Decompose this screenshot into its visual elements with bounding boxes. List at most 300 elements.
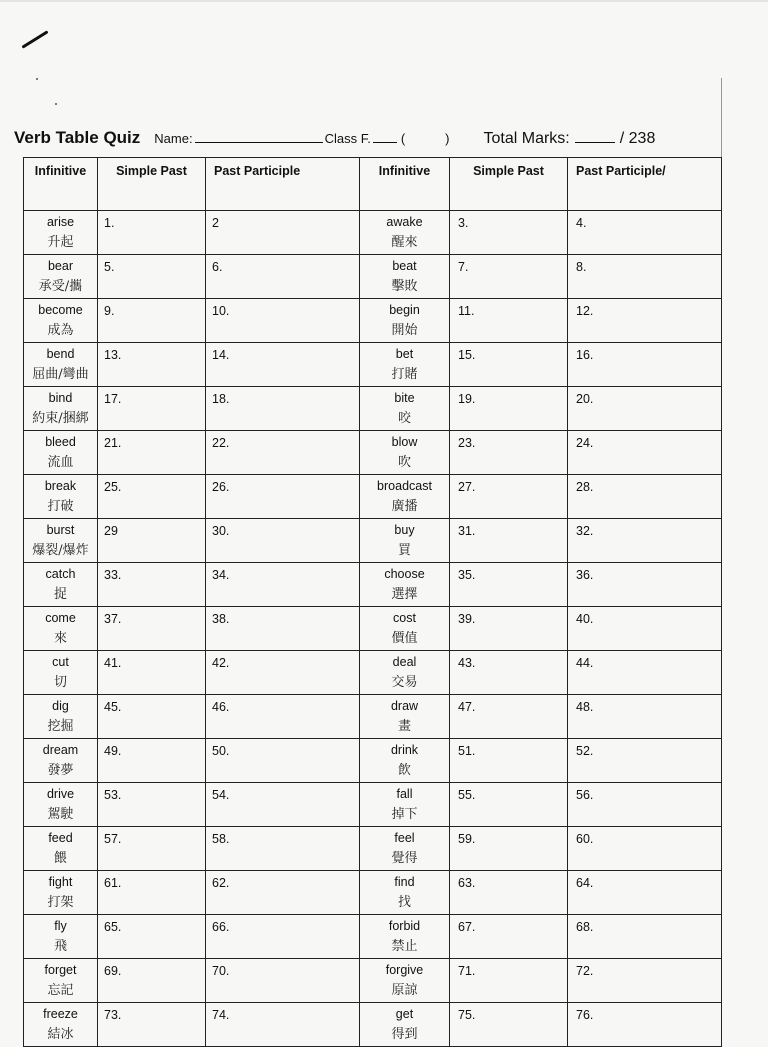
question-number: 38. <box>212 612 230 626</box>
question-number: 59. <box>458 832 476 846</box>
simple-past-answer-cell[interactable] <box>98 695 206 739</box>
simple-past-answer-cell[interactable] <box>98 343 206 387</box>
name-label: Name: <box>154 131 193 146</box>
infinitive-cell <box>24 211 98 255</box>
simple-past-answer-cell[interactable] <box>98 211 206 255</box>
col-header-simple-past: Simple Past <box>98 158 206 211</box>
question-number: 27. <box>458 480 476 494</box>
simple-past-answer-cell[interactable] <box>450 651 568 695</box>
infinitive-cell <box>24 343 98 387</box>
verb-table <box>23 157 722 1047</box>
scan-speck <box>36 78 38 80</box>
question-number: 35. <box>458 568 476 582</box>
question-number: 69. <box>104 964 122 978</box>
infinitive-word: draw <box>390 699 419 713</box>
question-number: 30. <box>212 524 230 538</box>
question-number: 54. <box>212 788 230 802</box>
infinitive-word: cut <box>52 655 69 669</box>
past-participle-answer-cell[interactable] <box>206 255 360 299</box>
simple-past-answer-cell[interactable] <box>450 563 568 607</box>
col-header-past-participle: Past Participle/ <box>568 158 722 211</box>
simple-past-answer-cell[interactable] <box>450 783 568 827</box>
handwritten-translation: 買 <box>397 543 411 558</box>
infinitive-cell <box>24 651 98 695</box>
infinitive-cell <box>360 299 450 343</box>
infinitive-cell <box>360 783 450 827</box>
table-row <box>24 255 722 299</box>
past-participle-answer-cell[interactable] <box>206 387 360 431</box>
past-participle-answer-cell[interactable] <box>568 431 722 475</box>
simple-past-answer-cell[interactable] <box>450 739 568 783</box>
question-number: 26. <box>212 480 230 494</box>
question-number: 68. <box>576 920 594 934</box>
total-marks-label: Total Marks: <box>483 130 570 147</box>
simple-past-answer-cell[interactable] <box>98 607 206 651</box>
handwritten-translation: 承受/攜 <box>38 279 83 294</box>
paren-open: ( <box>400 131 406 146</box>
past-participle-answer-cell[interactable] <box>568 739 722 783</box>
question-number: 58. <box>212 832 230 846</box>
infinitive-word: catch <box>45 567 76 581</box>
question-number: 56. <box>576 788 594 802</box>
past-participle-answer-cell[interactable] <box>206 299 360 343</box>
infinitive-word: bend <box>46 347 75 361</box>
question-number: 15. <box>458 348 476 362</box>
paren-close: ) <box>445 131 450 146</box>
past-participle-answer-cell[interactable] <box>568 827 722 871</box>
question-number: 40. <box>576 612 594 626</box>
question-number: 60. <box>576 832 594 846</box>
infinitive-word: burst <box>46 523 75 537</box>
question-number: 28. <box>576 480 594 494</box>
simple-past-answer-cell[interactable] <box>450 475 568 519</box>
col-header-infinitive: Infinitive <box>24 158 98 211</box>
handwritten-translation: 開始 <box>391 323 418 338</box>
handwritten-translation: 成為 <box>47 323 74 338</box>
infinitive-cell <box>24 783 98 827</box>
question-number: 36. <box>576 568 594 582</box>
question-number: 63. <box>458 876 476 890</box>
question-number: 34. <box>212 568 230 582</box>
question-number: 33. <box>104 568 122 582</box>
simple-past-answer-cell[interactable] <box>98 827 206 871</box>
handwritten-translation: 擊敗 <box>391 279 418 294</box>
infinitive-cell <box>360 739 450 783</box>
infinitive-word: find <box>394 875 415 889</box>
handwritten-translation: 原諒 <box>391 983 418 998</box>
infinitive-word: drive <box>46 787 75 801</box>
simple-past-answer-cell[interactable] <box>98 519 206 563</box>
simple-past-answer-cell[interactable] <box>98 651 206 695</box>
past-participle-answer-cell[interactable] <box>568 299 722 343</box>
question-number: 8. <box>576 260 587 274</box>
simple-past-answer-cell[interactable] <box>450 607 568 651</box>
infinitive-word: broadcast <box>377 479 432 493</box>
question-number: 62. <box>212 876 230 890</box>
handwritten-translation: 打架 <box>47 895 74 910</box>
page-top-edge <box>0 0 768 2</box>
past-participle-answer-cell[interactable] <box>568 607 722 651</box>
question-number: 45. <box>104 700 122 714</box>
infinitive-word: bite <box>394 391 415 405</box>
infinitive-cell <box>360 387 450 431</box>
table-header-row <box>24 158 722 211</box>
handwritten-translation: 駕駛 <box>47 807 74 822</box>
infinitive-cell <box>24 475 98 519</box>
question-number: 24. <box>576 436 594 450</box>
infinitive-cell <box>24 607 98 651</box>
question-number: 5. <box>104 260 115 274</box>
handwritten-translation: 得到 <box>391 1027 418 1042</box>
class-field[interactable] <box>373 130 397 143</box>
infinitive-cell <box>24 563 98 607</box>
past-participle-answer-cell[interactable] <box>568 871 722 915</box>
infinitive-word: freeze <box>43 1007 78 1021</box>
infinitive-cell <box>360 651 450 695</box>
past-participle-answer-cell[interactable] <box>568 783 722 827</box>
infinitive-word: forget <box>44 963 77 977</box>
question-number: 41. <box>104 656 122 670</box>
past-participle-answer-cell[interactable] <box>206 343 360 387</box>
infinitive-word: forbid <box>388 919 421 933</box>
handwritten-translation: 打破 <box>47 499 74 514</box>
handwritten-translation: 咬 <box>397 411 411 426</box>
infinitive-cell <box>24 959 98 1003</box>
question-number: 14. <box>212 348 230 362</box>
past-participle-answer-cell[interactable] <box>206 739 360 783</box>
past-participle-answer-cell[interactable] <box>568 651 722 695</box>
past-participle-answer-cell[interactable] <box>206 519 360 563</box>
verb-table-body <box>24 211 722 1047</box>
infinitive-cell <box>24 695 98 739</box>
handwritten-translation: 餵 <box>53 851 67 866</box>
infinitive-cell <box>24 1003 98 1047</box>
infinitive-cell <box>24 255 98 299</box>
past-participle-answer-cell[interactable] <box>568 915 722 959</box>
past-participle-answer-cell[interactable] <box>206 871 360 915</box>
table-row <box>24 783 722 827</box>
infinitive-word: fight <box>48 875 73 889</box>
question-number: 44. <box>576 656 594 670</box>
question-number: 19. <box>458 392 476 406</box>
infinitive-word: awake <box>386 215 423 229</box>
handwritten-translation: 飛 <box>53 939 67 954</box>
col-header-past-participle: Past Participle <box>206 158 360 211</box>
simple-past-answer-cell[interactable] <box>98 475 206 519</box>
question-number: 64. <box>576 876 594 890</box>
past-participle-answer-cell[interactable] <box>206 959 360 1003</box>
question-number: 47. <box>458 700 476 714</box>
handwritten-translation: 忘記 <box>47 983 74 998</box>
past-participle-answer-cell[interactable] <box>568 563 722 607</box>
handwritten-translation: 選擇 <box>391 587 418 602</box>
infinitive-word: dig <box>52 699 69 713</box>
infinitive-cell <box>360 519 450 563</box>
simple-past-answer-cell[interactable] <box>98 739 206 783</box>
infinitive-cell <box>24 299 98 343</box>
class-number-field[interactable] <box>407 131 441 143</box>
question-number: 53. <box>104 788 122 802</box>
question-number: 3. <box>458 216 469 230</box>
simple-past-answer-cell[interactable] <box>98 1003 206 1047</box>
question-number: 4. <box>576 216 587 230</box>
handwritten-translation: 吹 <box>397 455 411 470</box>
table-row <box>24 211 722 255</box>
table-row <box>24 651 722 695</box>
infinitive-word: beat <box>392 259 417 273</box>
past-participle-answer-cell[interactable] <box>206 827 360 871</box>
table-row <box>24 343 722 387</box>
simple-past-answer-cell[interactable] <box>98 431 206 475</box>
simple-past-answer-cell[interactable] <box>450 827 568 871</box>
question-number: 7. <box>458 260 469 274</box>
question-number: 21. <box>104 436 122 450</box>
question-number: 18. <box>212 392 230 406</box>
simple-past-answer-cell[interactable] <box>450 695 568 739</box>
infinitive-word: deal <box>392 655 417 669</box>
infinitive-word: blow <box>391 435 418 449</box>
question-number: 57. <box>104 832 122 846</box>
col-header-infinitive: Infinitive <box>360 158 450 211</box>
total-marks-value: / 238 <box>619 130 656 147</box>
infinitive-cell <box>24 915 98 959</box>
col-header-simple-past: Simple Past <box>450 158 568 211</box>
infinitive-cell <box>360 827 450 871</box>
past-participle-answer-cell[interactable] <box>568 695 722 739</box>
handwritten-translation: 屈曲/彎曲 <box>32 367 89 382</box>
simple-past-answer-cell[interactable] <box>450 255 568 299</box>
question-number: 67. <box>458 920 476 934</box>
infinitive-cell <box>24 519 98 563</box>
simple-past-answer-cell[interactable] <box>98 387 206 431</box>
table-row <box>24 739 722 783</box>
table-row <box>24 915 722 959</box>
question-number: 9. <box>104 304 115 318</box>
infinitive-word: bear <box>47 259 74 273</box>
past-participle-answer-cell[interactable] <box>206 431 360 475</box>
question-number: 74. <box>212 1008 230 1022</box>
question-number: 23. <box>458 436 476 450</box>
infinitive-cell <box>360 563 450 607</box>
infinitive-cell <box>24 827 98 871</box>
past-participle-answer-cell[interactable] <box>206 783 360 827</box>
handwritten-translation: 醒來 <box>391 235 418 250</box>
name-field[interactable] <box>195 130 323 143</box>
past-participle-answer-cell[interactable] <box>568 519 722 563</box>
infinitive-cell <box>360 475 450 519</box>
handwritten-translation: 價值 <box>391 631 418 646</box>
question-number: 72. <box>576 964 594 978</box>
infinitive-word: buy <box>394 523 415 537</box>
past-participle-answer-cell[interactable] <box>206 695 360 739</box>
infinitive-word: get <box>395 1007 414 1021</box>
infinitive-cell <box>24 871 98 915</box>
past-participle-answer-cell[interactable] <box>568 211 722 255</box>
table-row <box>24 431 722 475</box>
handwritten-translation: 廣播 <box>391 499 418 514</box>
infinitive-word: come <box>45 611 76 625</box>
infinitive-cell <box>360 343 450 387</box>
infinitive-word: choose <box>384 567 425 581</box>
total-marks-field[interactable] <box>575 130 615 143</box>
infinitive-word: become <box>38 303 83 317</box>
question-number: 48. <box>576 700 594 714</box>
simple-past-answer-cell[interactable] <box>98 255 206 299</box>
infinitive-word: break <box>44 479 77 493</box>
infinitive-cell <box>360 211 450 255</box>
question-number: 12. <box>576 304 594 318</box>
question-number: 51. <box>458 744 476 758</box>
past-participle-answer-cell[interactable] <box>568 475 722 519</box>
past-participle-answer-cell[interactable] <box>206 563 360 607</box>
handwritten-translation: 覺得 <box>391 851 418 866</box>
question-number: 61. <box>104 876 122 890</box>
table-row <box>24 387 722 431</box>
question-number: 52. <box>576 744 594 758</box>
infinitive-cell <box>360 915 450 959</box>
table-row <box>24 519 722 563</box>
question-number: 73. <box>104 1008 122 1022</box>
infinitive-word: fly <box>54 919 67 933</box>
simple-past-answer-cell[interactable] <box>450 871 568 915</box>
simple-past-answer-cell[interactable] <box>98 783 206 827</box>
simple-past-answer-cell[interactable] <box>98 871 206 915</box>
class-label: Class F. <box>324 131 371 146</box>
question-number: 10. <box>212 304 230 318</box>
past-participle-answer-cell[interactable] <box>206 651 360 695</box>
question-number: 32. <box>576 524 594 538</box>
question-number: 2 <box>212 216 219 230</box>
infinitive-cell <box>360 255 450 299</box>
infinitive-word: feed <box>48 831 73 845</box>
infinitive-word: fall <box>396 787 413 801</box>
past-participle-answer-cell[interactable] <box>206 1003 360 1047</box>
question-number: 71. <box>458 964 476 978</box>
past-participle-answer-cell[interactable] <box>206 475 360 519</box>
infinitive-word: arise <box>46 215 75 229</box>
simple-past-answer-cell[interactable] <box>98 299 206 343</box>
handwritten-translation: 捉 <box>53 587 67 602</box>
infinitive-cell <box>360 1003 450 1047</box>
past-participle-answer-cell[interactable] <box>568 255 722 299</box>
question-number: 6. <box>212 260 223 274</box>
handwritten-translation: 找 <box>397 895 411 910</box>
question-number: 66. <box>212 920 230 934</box>
table-row <box>24 299 722 343</box>
handwritten-translation: 約束/捆綁 <box>32 411 89 426</box>
table-row <box>24 1003 722 1047</box>
past-participle-answer-cell[interactable] <box>568 343 722 387</box>
question-number: 55. <box>458 788 476 802</box>
table-row <box>24 607 722 651</box>
past-participle-answer-cell[interactable] <box>206 607 360 651</box>
handwritten-translation: 爆裂/爆炸 <box>32 543 89 558</box>
infinitive-word: begin <box>389 303 420 317</box>
past-participle-answer-cell[interactable] <box>206 915 360 959</box>
infinitive-word: cost <box>393 611 416 625</box>
past-participle-answer-cell[interactable] <box>568 387 722 431</box>
question-number: 31. <box>458 524 476 538</box>
simple-past-answer-cell[interactable] <box>450 519 568 563</box>
question-number: 50. <box>212 744 230 758</box>
handwritten-translation: 交易 <box>391 675 418 690</box>
question-number: 65. <box>104 920 122 934</box>
table-row <box>24 475 722 519</box>
handwritten-translation: 畫 <box>397 719 411 734</box>
infinitive-word: bleed <box>45 435 76 449</box>
infinitive-cell <box>24 431 98 475</box>
handwritten-translation: 流血 <box>47 455 74 470</box>
past-participle-answer-cell[interactable] <box>568 959 722 1003</box>
infinitive-word: forgive <box>385 963 424 977</box>
past-participle-answer-cell[interactable] <box>206 211 360 255</box>
infinitive-cell <box>360 695 450 739</box>
question-number: 46. <box>212 700 230 714</box>
infinitive-word: drink <box>390 743 419 757</box>
simple-past-answer-cell[interactable] <box>450 959 568 1003</box>
quiz-header <box>14 128 754 154</box>
simple-past-answer-cell[interactable] <box>450 1003 568 1047</box>
scan-speck <box>55 103 57 105</box>
question-number: 22. <box>212 436 230 450</box>
handwritten-translation: 飲 <box>397 763 411 778</box>
handwritten-translation: 發夢 <box>47 763 74 778</box>
infinitive-word: dream <box>42 743 79 757</box>
simple-past-answer-cell[interactable] <box>450 343 568 387</box>
handwritten-translation: 切 <box>53 675 67 690</box>
simple-past-answer-cell[interactable] <box>450 387 568 431</box>
infinitive-cell <box>24 387 98 431</box>
question-number: 43. <box>458 656 476 670</box>
question-number: 20. <box>576 392 594 406</box>
infinitive-cell <box>360 607 450 651</box>
table-row <box>24 563 722 607</box>
simple-past-answer-cell[interactable] <box>450 299 568 343</box>
question-number: 70. <box>212 964 230 978</box>
question-number: 29 <box>104 524 118 538</box>
simple-past-answer-cell[interactable] <box>450 431 568 475</box>
question-number: 16. <box>576 348 594 362</box>
question-number: 39. <box>458 612 476 626</box>
infinitive-cell <box>360 871 450 915</box>
table-row <box>24 871 722 915</box>
infinitive-cell <box>360 431 450 475</box>
question-number: 49. <box>104 744 122 758</box>
question-number: 1. <box>104 216 115 230</box>
handwritten-translation: 挖掘 <box>47 719 74 734</box>
table-row <box>24 827 722 871</box>
simple-past-answer-cell[interactable] <box>98 915 206 959</box>
simple-past-answer-cell[interactable] <box>450 211 568 255</box>
past-participle-answer-cell[interactable] <box>568 1003 722 1047</box>
infinitive-word: bet <box>395 347 414 361</box>
infinitive-cell <box>24 739 98 783</box>
handwritten-translation: 結冰 <box>47 1027 74 1042</box>
simple-past-answer-cell[interactable] <box>450 915 568 959</box>
question-number: 11. <box>458 304 475 318</box>
simple-past-answer-cell[interactable] <box>98 563 206 607</box>
pen-mark <box>21 30 48 48</box>
page-title: Verb Table Quiz <box>14 128 141 147</box>
infinitive-cell <box>360 959 450 1003</box>
question-number: 17. <box>104 392 122 406</box>
table-row <box>24 959 722 1003</box>
question-number: 37. <box>104 612 122 626</box>
simple-past-answer-cell[interactable] <box>98 959 206 1003</box>
infinitive-word: feel <box>394 831 415 845</box>
handwritten-translation: 掉下 <box>391 807 418 822</box>
handwritten-translation: 打賭 <box>391 367 418 382</box>
